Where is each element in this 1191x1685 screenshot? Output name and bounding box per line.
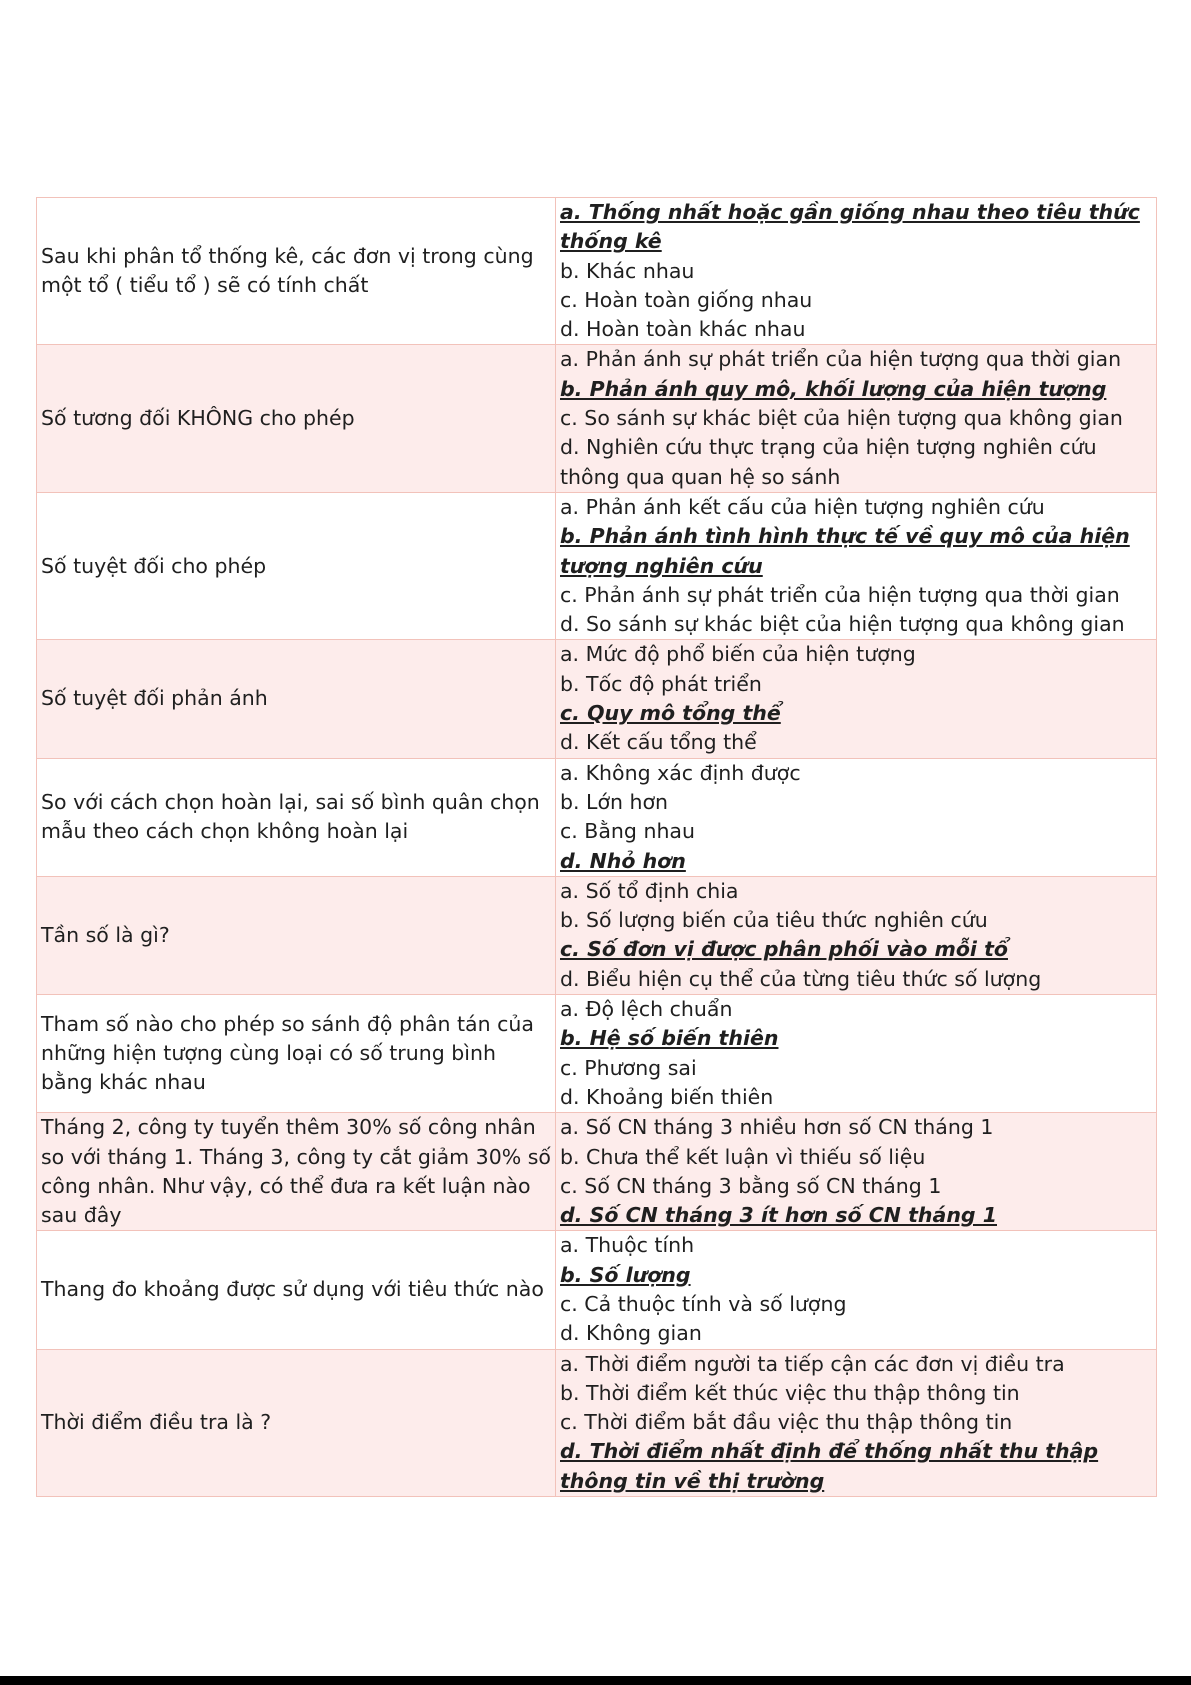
question-text-7: Tham số nào cho phép so sánh độ phân tán của những hiện tượng cùng loại có số trung bình bằng khác nhau: [37, 995, 556, 1113]
options-3: [556, 492, 1157, 639]
quiz-table: [36, 197, 1157, 1497]
option-1-d: d. Hoàn toàn khác nhau: [560, 317, 806, 342]
options-5: [556, 758, 1157, 876]
options-9: [556, 1231, 1157, 1349]
options-4: [556, 640, 1157, 758]
option-2-a: a. Phản ánh sự phát triển của hiện tượng qua thời gian: [560, 347, 1122, 372]
option-3-c: c. Phản ánh sự phát triển của hiện tượng qua thời gian: [560, 582, 1120, 607]
option-10-c: c. Thời điểm bắt đầu việc thu thập thông tin: [560, 1410, 1013, 1435]
option-1-c: c. Hoàn toàn giống nhau: [560, 287, 813, 312]
option-9-c: c. Cả thuộc tính và số lượng: [560, 1291, 847, 1316]
option-7-d: d. Khoảng biến thiên: [560, 1084, 774, 1109]
option-5-a: a. Không xác định được: [560, 760, 801, 785]
option-6-b: b. Số lượng biến của tiêu thức nghiên cứu: [560, 908, 988, 933]
option-8-b: b. Chưa thể kết luận vì thiếu số liệu: [560, 1144, 926, 1169]
options-8: [556, 1113, 1157, 1231]
option-6-a: a. Số tổ định chia: [560, 878, 739, 903]
option-2-c: c. So sánh sự khác biệt của hiện tượng qua không gian: [560, 406, 1123, 431]
option-3-d: d. So sánh sự khác biệt của hiện tượng qua không gian: [560, 612, 1125, 637]
question-text-2: Số tương đối KHÔNG cho phép: [37, 345, 556, 492]
question-text-9: Thang đo khoảng được sử dụng với tiêu thức nào: [37, 1231, 556, 1349]
question-row-9: [37, 1231, 1157, 1349]
question-row-10: [37, 1349, 1157, 1496]
option-1-a: a. Thống nhất hoặc gần giống nhau theo tiêu thức thống kê: [560, 200, 1140, 254]
question-row-1: [37, 198, 1157, 345]
option-9-d: d. Không gian: [560, 1321, 702, 1346]
options-6: [556, 876, 1157, 994]
options-10: [556, 1349, 1157, 1496]
option-4-d: d. Kết cấu tổng thể: [560, 730, 757, 755]
question-text-3: Số tuyệt đối cho phép: [37, 492, 556, 639]
option-9-b: b. Số lượng: [560, 1262, 691, 1287]
page-bottom-edge: [0, 1676, 1191, 1685]
option-5-d: d. Nhỏ hơn: [560, 848, 686, 873]
option-7-b: b. Hệ số biến thiên: [560, 1026, 779, 1051]
question-row-2: [37, 345, 1157, 492]
question-row-6: [37, 876, 1157, 994]
option-7-a: a. Độ lệch chuẩn: [560, 997, 733, 1022]
option-4-b: b. Tốc độ phát triển: [560, 671, 762, 696]
question-text-6: Tần số là gì?: [37, 876, 556, 994]
option-8-c: c. Số CN tháng 3 bằng số CN tháng 1: [560, 1173, 942, 1198]
option-5-c: c. Bằng nhau: [560, 819, 695, 844]
option-8-a: a. Số CN tháng 3 nhiều hơn số CN tháng 1: [560, 1115, 994, 1140]
question-row-7: [37, 995, 1157, 1113]
option-5-b: b. Lớn hơn: [560, 789, 669, 814]
option-1-b: b. Khác nhau: [560, 258, 695, 283]
option-8-d: d. Số CN tháng 3 ít hơn số CN tháng 1: [560, 1203, 997, 1228]
question-text-5: So với cách chọn hoàn lại, sai số bình quân chọn mẫu theo cách chọn không hoàn lại: [37, 758, 556, 876]
option-10-d: d. Thời điểm nhất định để thống nhất thu thập thông tin về thị trường: [560, 1439, 1099, 1493]
option-4-c: c. Quy mô tổng thể: [560, 701, 781, 726]
question-text-10: Thời điểm điều tra là ?: [37, 1349, 556, 1496]
option-7-c: c. Phương sai: [560, 1055, 697, 1080]
question-text-4: Số tuyệt đối phản ánh: [37, 640, 556, 758]
options-7: [556, 995, 1157, 1113]
question-row-8: [37, 1113, 1157, 1231]
question-row-3: [37, 492, 1157, 639]
option-3-a: a. Phản ánh kết cấu của hiện tượng nghiên cứu: [560, 494, 1045, 519]
option-10-b: b. Thời điểm kết thúc việc thu thập thông tin: [560, 1380, 1020, 1405]
question-row-4: [37, 640, 1157, 758]
question-text-1: Sau khi phân tổ thống kê, các đơn vị trong cùng một tổ ( tiểu tổ ) sẽ có tính chất: [37, 198, 556, 345]
option-10-a: a. Thời điểm người ta tiếp cận các đơn vị điều tra: [560, 1351, 1065, 1376]
option-2-b: b. Phản ánh quy mô, khối lượng của hiện tượng: [560, 376, 1107, 401]
question-text-8: Tháng 2, công ty tuyển thêm 30% số công nhân so với tháng 1. Tháng 3, công ty cắt giảm 30% số công nhân. Như vậy, có thể đưa ra kết luận nào sau đây: [37, 1113, 556, 1231]
option-9-a: a. Thuộc tính: [560, 1233, 695, 1258]
option-2-d: d. Nghiên cứu thực trạng của hiện tượng nghiên cứu thông qua quan hệ so sánh: [560, 435, 1097, 489]
options-1: [556, 198, 1157, 345]
options-2: [556, 345, 1157, 492]
option-4-a: a. Mức độ phổ biến của hiện tượng: [560, 642, 916, 667]
question-row-5: [37, 758, 1157, 876]
quiz-body: [37, 198, 1157, 1497]
option-6-d: d. Biểu hiện cụ thể của từng tiêu thức số lượng: [560, 966, 1042, 991]
option-6-c: c. Số đơn vị được phân phối vào mỗi tổ: [560, 937, 1008, 962]
option-3-b: b. Phản ánh tình hình thực tế về quy mô của hiện tượng nghiên cứu: [560, 524, 1130, 578]
